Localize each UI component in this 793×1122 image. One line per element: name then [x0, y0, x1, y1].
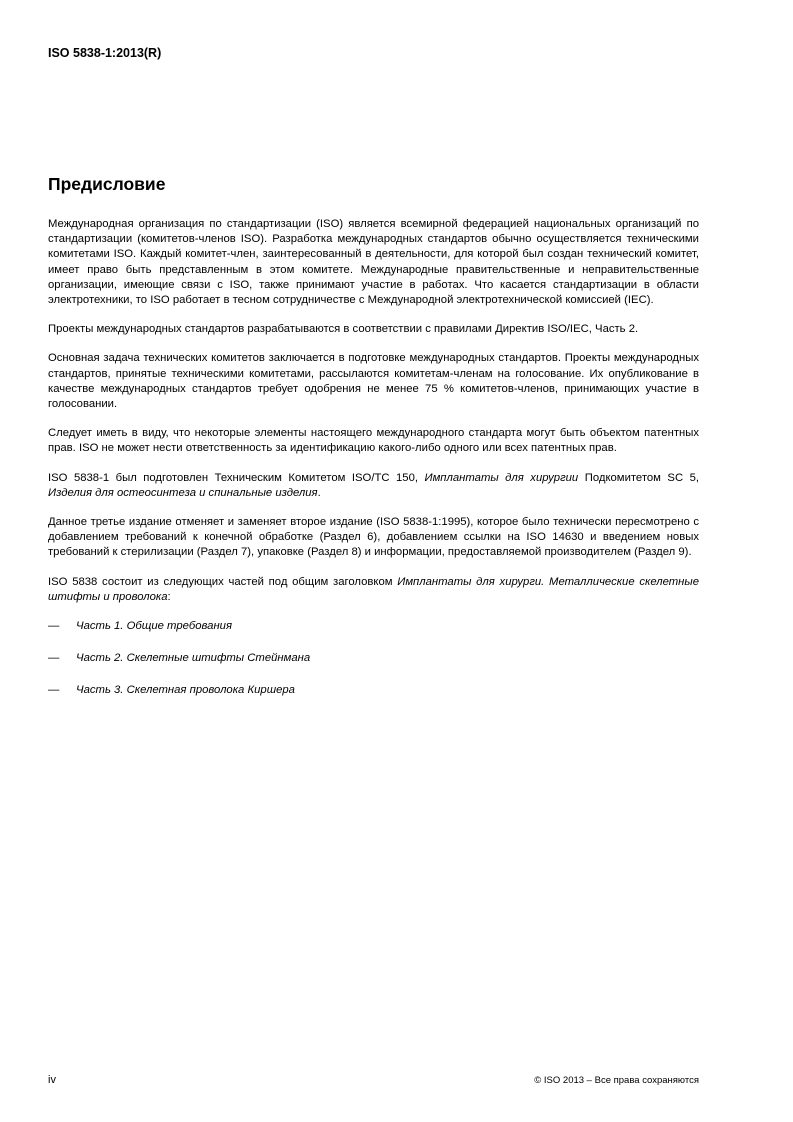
dash-marker: —: [48, 684, 60, 697]
paragraph-parts-intro: [48, 575, 699, 605]
paragraph-prepared-by: [48, 471, 699, 501]
committee-title: Имплантаты для хирургии: [424, 471, 579, 484]
paragraph-patent-rights: Следует иметь в виду, что некоторые элементы настоящего международного стандарта могут быть объектом патентных прав. ISO не может нести ответственность за идентификацию какого-либо одного или всех патентных прав.: [48, 427, 699, 455]
list-item: [48, 683, 699, 698]
paragraph-iso-organization: Международная организация по стандартизации (ISO) является всемирной федерацией национальных организаций по стандартизации (комитетов-членов ISO). Разработка международных стандартов обычно осуществляется техническими комитетами ISO. Каждый комитет-член, заинтересованный в деятельности, для которой был создан технический комитет, имеет право быть представленным в этом комитете. Международные правительственные и неправительственные организации, имеющие связи с ISO, также принимают участие в работах. Что касается стандартизации в области электротехники, то ISO работает в тесном сотрудничестве с Международной электротехнической комиссией (IEC).: [48, 218, 699, 307]
prepared-by-text: ISO 5838-1 был подготовлен Техническим Комитетом ISO/TC 150,: [48, 471, 425, 484]
dash-marker: —: [48, 620, 60, 633]
colon: :: [167, 590, 171, 603]
period: .: [317, 486, 321, 499]
list-item: [48, 651, 699, 666]
subcommittee-title: Изделия для остеосинтеза и спинальные изделия: [48, 486, 318, 499]
page-number: iv: [48, 1074, 56, 1086]
dash-marker: —: [48, 652, 60, 665]
part-title: Часть 3. Скелетная проволока Киршера: [76, 684, 295, 697]
paragraph-iec-directives: Проекты международных стандартов разрабатываются в соответствии с правилами Директив ISO/IEC, Часть 2.: [48, 323, 639, 336]
copyright-notice: © ISO 2013 – Все права сохраняются: [534, 1075, 699, 1086]
document-id: ISO 5838-1:2013(R): [48, 46, 162, 60]
subcommittee-text: Подкомитетом SC 5,: [578, 471, 700, 484]
paragraph-main-task: Основная задача технических комитетов заключается в подготовке международных стандартов. Проекты международных стандартов, принятые техническими комитетами, рассылаются комитетам-членам на голосование. Их опубликование в качестве международных стандартов требует одобрения не менее 75 % комитетов-членов, принимающих участие в голосовании.: [48, 352, 699, 411]
part-title: Часть 1. Общие требования: [76, 620, 232, 633]
paragraph-edition: Данное третье издание отменяет и заменяет второе издание (ISO 5838-1:1995), которое было технически пересмотрено с добавлением требований к конечной обработке (Раздел 6), добавлением ссылки на ISO 14630 и введением новых требований к стерилизации (Раздел 7), упаковке (Раздел 8) и информации, предоставляемой производителем (Раздел 9).: [48, 516, 699, 559]
page-title: Предисловие: [48, 174, 166, 194]
general-title: Имплантаты для хирурги. Металлические скелетные штифты и проволока: [48, 575, 699, 603]
part-title: Часть 2. Скелетные штифты Стейнмана: [76, 652, 311, 665]
list-item: [48, 619, 699, 634]
foreword-body: [48, 217, 699, 716]
parts-intro-text: ISO 5838 состоит из следующих частей под общим заголовком: [48, 575, 398, 588]
